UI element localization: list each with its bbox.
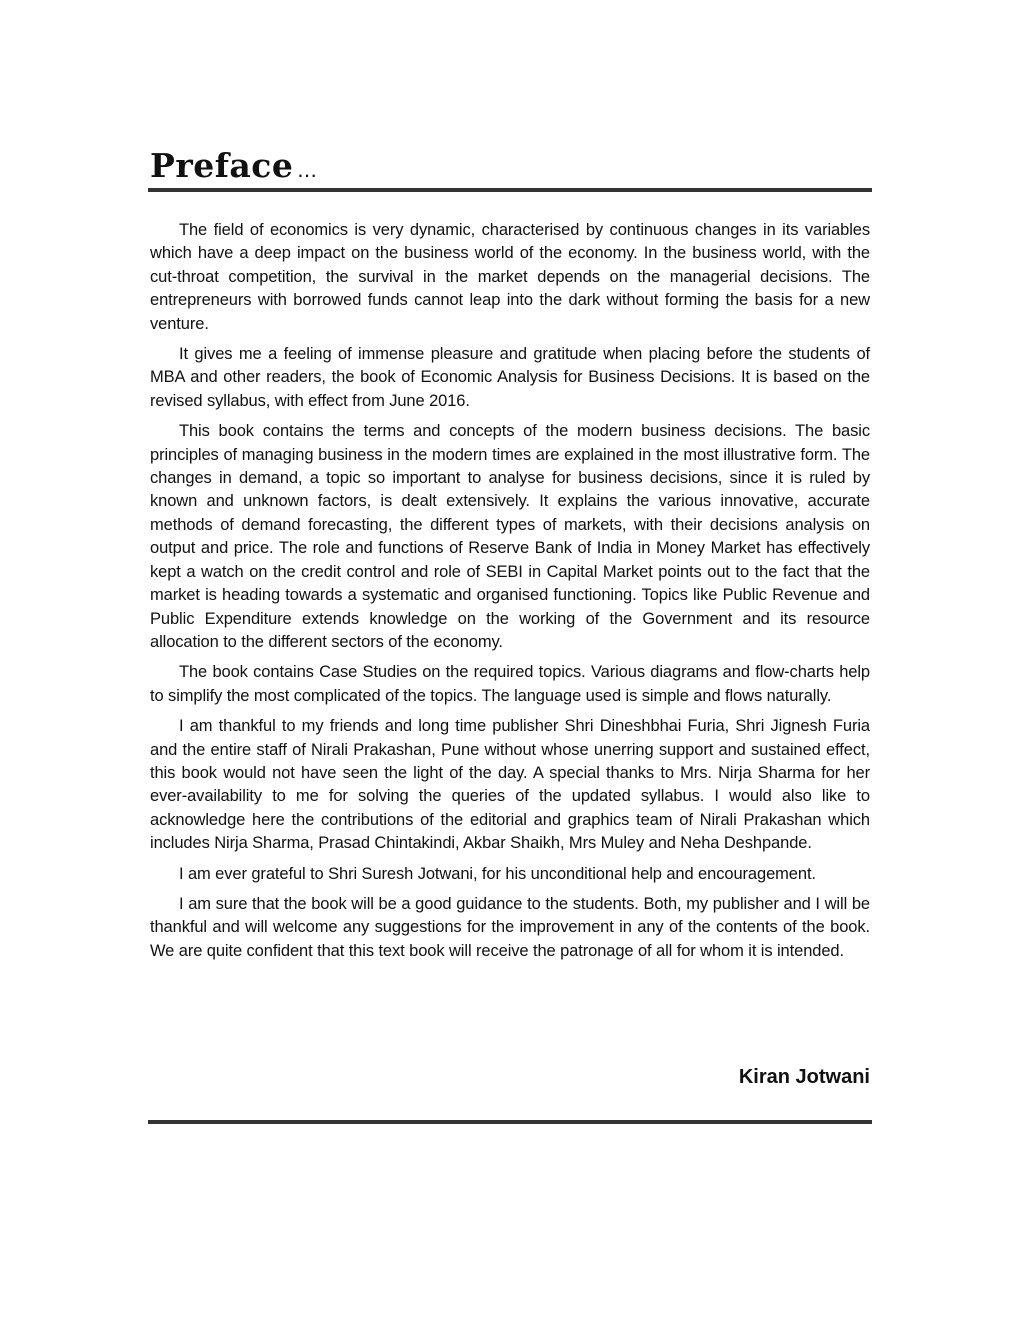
paragraph-3: This book contains the terms and concepts of the modern business decisions. The basic principles of managing business in the modern times are explained in the most illustrative form. The changes in demand, a topic so important to analyse for business decisions, since it is ruled by known and unknown factors, is dealt extensively. It explains the various innovative, accurate methods of demand forecasting, the different types of markets, with their decisions analysis on output and price. The role and functions of Reserve Bank of India in Money Market has effectively kept a watch on the credit control and role of SEBI in Capital Market points out to the fact that the market is heading towards a systematic and organised functioning. Topics like Public Revenue and Public Expenditure extends knowledge on the working of the Government and its resource allocation to the different sectors of the economy. [150, 422, 870, 651]
paragraph-2: It gives me a feeling of immense pleasure and gratitude when placing before the students of MBA and other readers, the book of Economic Analysis for Business Decisions. It is based on the revised syllabus, with effect from June 2016. [150, 345, 870, 410]
paragraph-4: The book contains Case Studies on the required topics. Various diagrams and flow-charts help to simplify the most complicated of the topics. The language used is simple and flows naturally. [150, 663, 870, 705]
paragraph-1: The field of economics is very dynamic, characterised by continuous changes in its variables which have a deep impact on the business world of the economy. In the business world, with the cut-throat competition, the survival in the market depends on the managerial decisions. The entrepreneurs with borrowed funds cannot leap into the dark without forming the basis for a new venture. [150, 221, 870, 333]
author-signature: Kiran Jotwani [738, 1066, 870, 1088]
paragraph-6: I am ever grateful to Shri Suresh Jotwani, for his unconditional help and encouragement. [179, 864, 816, 883]
top-divider [148, 188, 872, 192]
bottom-divider [148, 1120, 872, 1124]
paragraph-7: I am sure that the book will be a good guidance to the students. Both, my publisher and I will be thankful and will welcome any suggestions for the improvement in any of the contents of the book. We are quite confident that this text book will receive the patronage of all for whom it is intended. [150, 894, 870, 960]
page-title-text: Preface [150, 146, 294, 185]
page-title-ellipsis: ... [297, 157, 318, 182]
page-title [150, 146, 317, 190]
paragraph-5: I am thankful to my friends and long time publisher Shri Dineshbhai Furia, Shri Jignesh Furia and the entire staff of Nirali Prakashan, Pune without whose unerring support and sustained effect, this book would not have seen the light of the day. A special thanks to Mrs. Nirja Sharma for her ever-availability to me for solving the queries of the updated syllabus. I would also like to acknowledge here the contributions of the editorial and graphics team of Nirali Prakashan which includes Nirja Sharma, Prasad Chintakindi, Akbar Shaikh, Mrs Muley and Neha Deshpande. [150, 717, 870, 853]
preface-body [150, 219, 870, 970]
